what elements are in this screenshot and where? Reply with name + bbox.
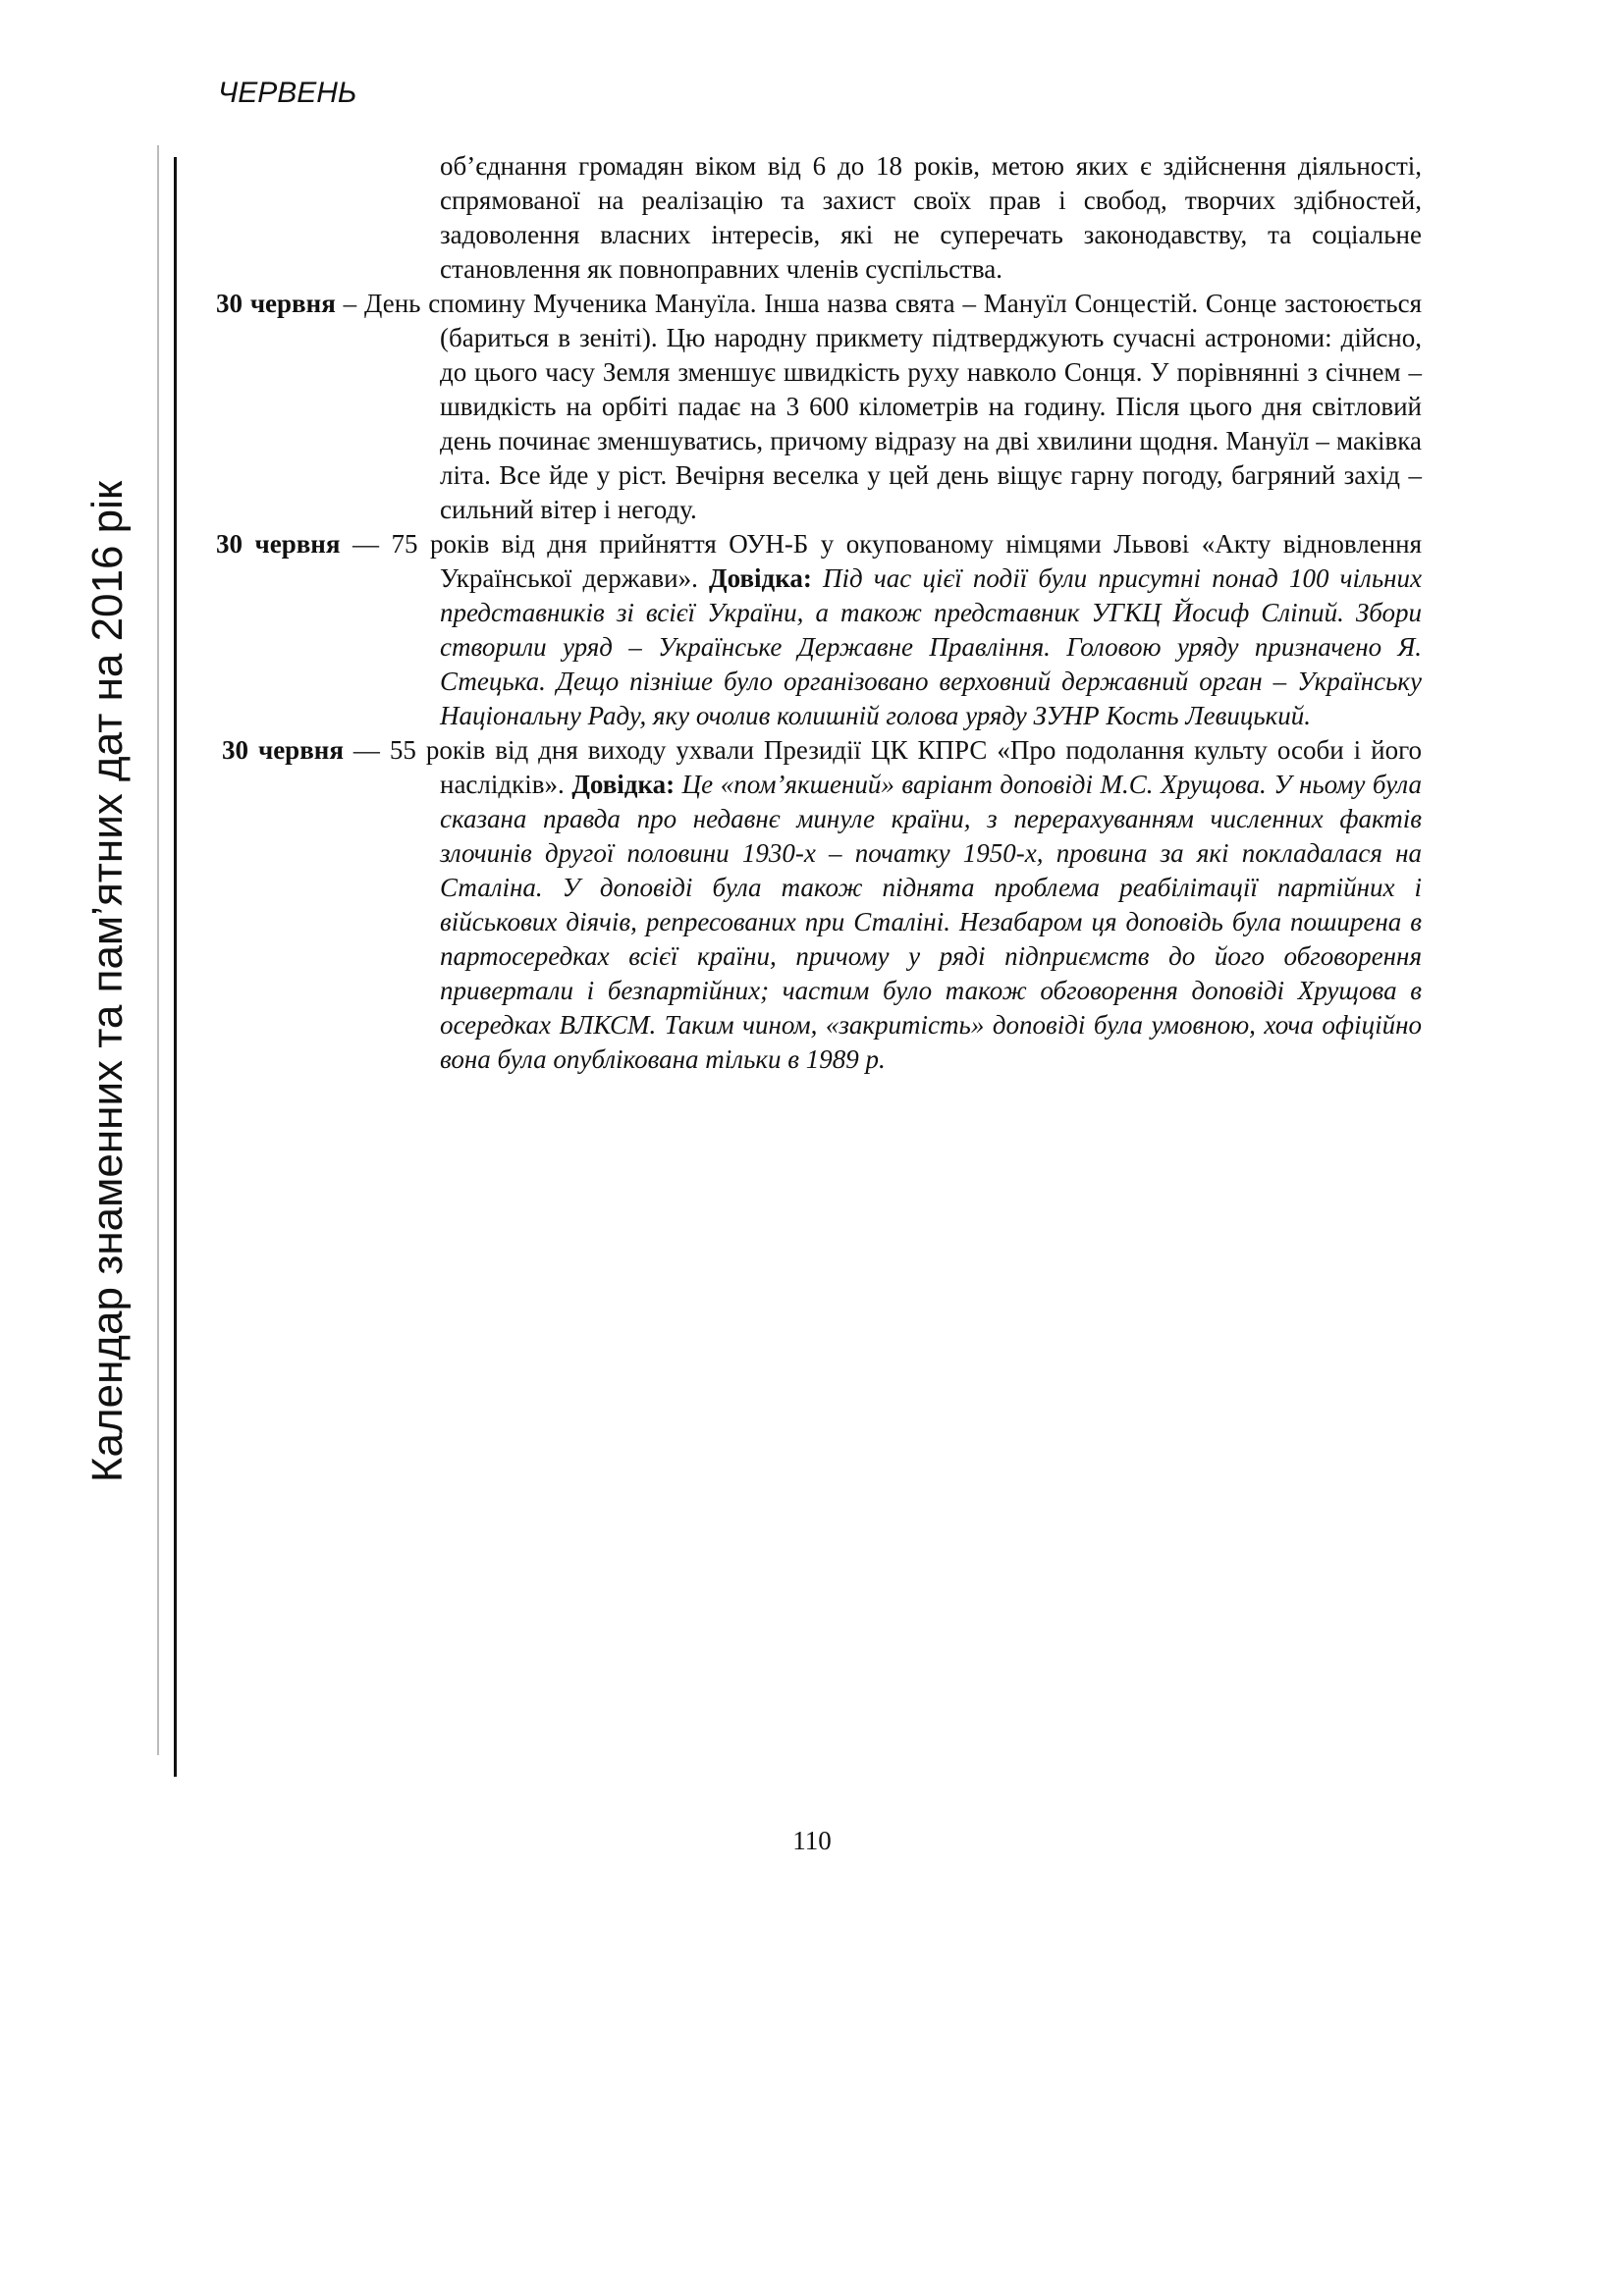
- entry-dash: —: [340, 529, 392, 559]
- margin-rule-thin: [157, 145, 159, 1755]
- page-number: 110: [792, 1826, 832, 1855]
- calendar-entry: [216, 527, 1422, 733]
- entry-text: 55 років від дня виходу ухвали Президії ЦК КПРС «Про подолання культу особи і його наслідків».: [389, 735, 1422, 799]
- reference-text: Під час цієї події були присутні понад 100 чільних представників зі всієї України, а також представник УГКЦ Йосиф Сліпий. Збори створили уряд – Українське Державне Правління. Головою уряду призначено Я. Стецька. Дещо пізніше було організовано верховний державний орган – Українську Національну Раду, яку очолив колишній голова уряду ЗУНР Кость Левицький.: [440, 563, 1422, 730]
- entry-text: 75 років від дня прийняття ОУН-Б у окупованому німцями Львові «Акту відновлення Української держави».: [391, 529, 1423, 593]
- side-title: Календар знаменних та пам’ятних дат на 2016 рік: [83, 480, 132, 1483]
- month-header: ЧЕРВЕНЬ: [218, 77, 357, 109]
- page-content: [216, 149, 1422, 1077]
- reference-label: Довідка:: [709, 563, 812, 593]
- entry-dash: —: [343, 735, 390, 765]
- entry-date: 30 червня: [222, 735, 344, 765]
- reference-text: Це «пом’якшений» варіант доповіді М.С. Хрущова. У ньому була сказана правда про недавнє минуле країни, з перерахуванням численних фактів злочинів другої половини 1930-х – початку 1950-х, провина за які покладалася на Сталіна. У доповіді була також піднята проблема реабілітації партійних і військових діячів, репресованих при Сталіні. Незабаром ця доповідь була поширена в партосередках всієї країни, причому у ряді підприємств до його обговорення привертали і безпартійних; частим було також обговорення доповіді Хрущова в осередках ВЛКСМ. Таким чином, «закритість» доповіді була умовною, хоча офіційно вона була опублікована тільки в 1989 р.: [440, 770, 1422, 1074]
- reference-label: Довідка:: [571, 770, 676, 799]
- calendar-entry: [216, 733, 1422, 1077]
- entry-text: День спомину Мученика Мануїла. Інша назва свята – Мануїл Сонцестій. Сонце застоюється (бариться в зеніті). Цю народну прикмету підтверджують сучасні астрономи: дійсно, до цього часу Земля зменшує швидкість руху навколо Сонця. У порівнянні з січнем – швидкість на орбіті падає на 3 600 кілометрів на годину. Після цього дня світловий день починає зменшуватись, причому відразу на дві хвилини щодня. Мануїл – маківка літа. Все йде у ріст. Вечірня веселка у цей день віщує гарну погоду, багряний захід – сильний вітер і негоду.: [363, 289, 1422, 524]
- entry-date: 30 червня: [216, 529, 341, 559]
- entry-date: 30 червня: [216, 289, 336, 318]
- continuation-paragraph: об’єднання громадян віком від 6 до 18 років, метою яких є здійснення діяльності, спрямованої на реалізацію та захист своїх прав і свобод, творчих здібностей, задоволення власних інтересів, які не суперечать законодавству, та соціальне становлення як повноправних членів суспільства.: [440, 151, 1422, 284]
- entry-dash: –: [335, 289, 364, 318]
- margin-rule-thick: [174, 157, 177, 1777]
- calendar-entry: [216, 287, 1422, 527]
